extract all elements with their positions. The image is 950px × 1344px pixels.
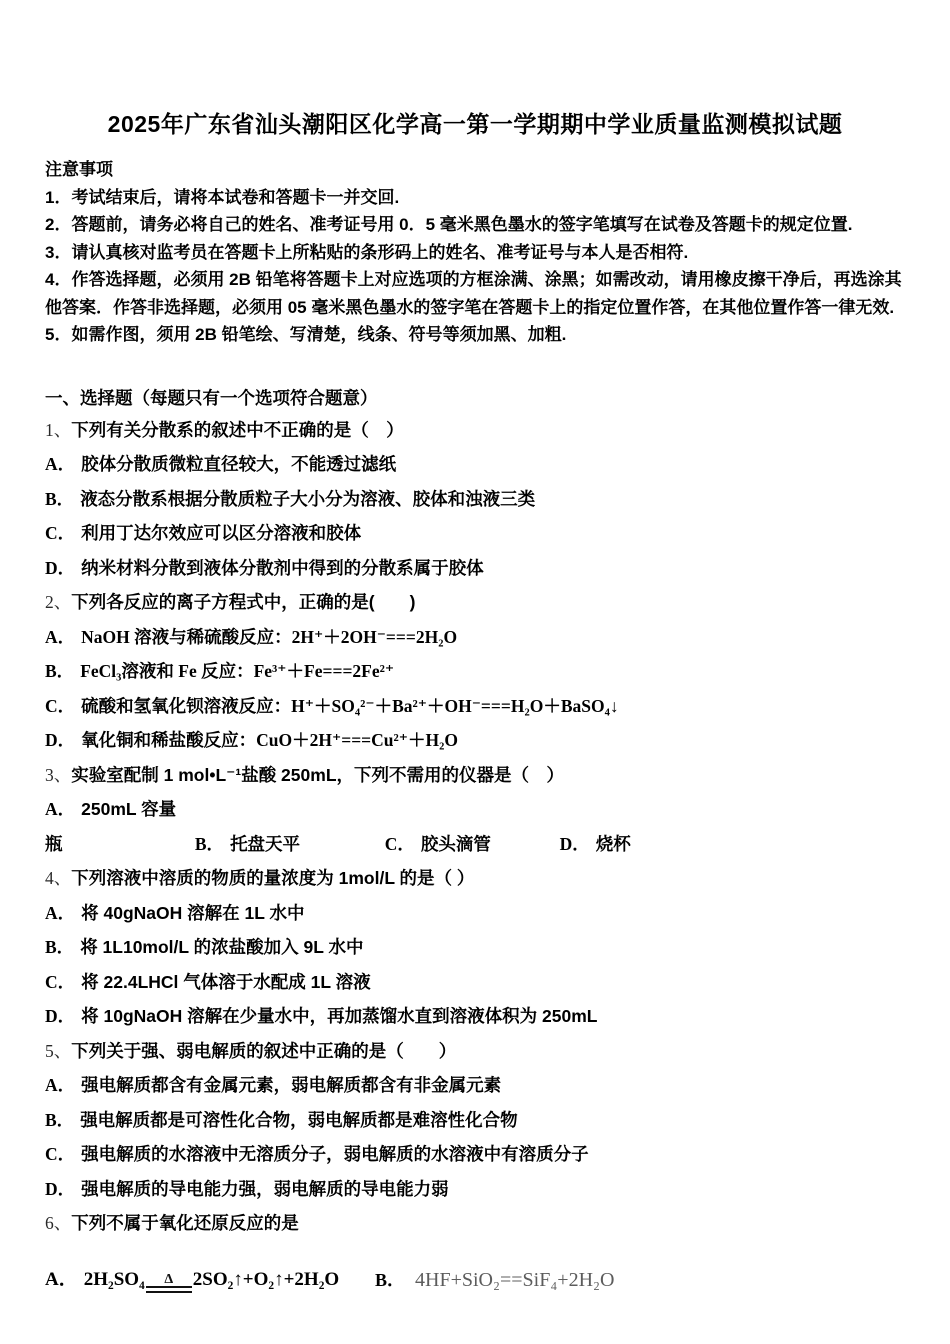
options-row: [45, 1257, 905, 1301]
question-number: 1、: [45, 419, 72, 440]
option-text: 纳米材料分散到液体分散剂中得到的分散系属于胶体: [81, 557, 484, 578]
option-label: B．: [45, 661, 75, 681]
option-b: [45, 482, 905, 517]
option-a: [45, 1264, 375, 1293]
option-text: 胶体分散质微粒直径较大，不能透过滤纸: [81, 454, 397, 474]
option-label: B．: [375, 1269, 406, 1290]
option-b: [45, 1103, 905, 1138]
equation-rhs: 2SO₂↑+O₂↑+2H₂O: [192, 1269, 340, 1290]
option-text: 强电解质的导电能力强，弱电解质的导电能力弱: [81, 1178, 449, 1199]
option-a: [45, 896, 905, 931]
option-a: [45, 792, 190, 861]
option-b: [45, 930, 905, 965]
option-text: 强电解质的水溶液中无溶质分子，弱电解质的水溶液中有溶质分子: [81, 1144, 589, 1164]
option-text: 将 10gNaOH 溶解在少量水中，再加蒸馏水直到溶液体积为 250mL: [81, 1006, 598, 1026]
question-stem: [45, 1206, 905, 1241]
option-text: 250mL 容量瓶: [45, 799, 177, 854]
question-stem: [45, 1034, 905, 1069]
option-label: B．: [194, 833, 225, 854]
reaction-condition: [146, 1273, 192, 1293]
option-label: A．: [45, 626, 76, 647]
question-stem-text: 下列有关分散系的叙述中不正确的是（ ）: [71, 419, 404, 440]
option-text: 胶头滴管: [420, 833, 491, 854]
notice-heading: 注意事项: [45, 160, 113, 179]
question-4: [45, 861, 905, 1034]
option-label: D．: [45, 730, 76, 750]
question-stem-text: 实验室配制 1 mol•L⁻¹盐酸 250mL，下列不需用的仪器是（ ）: [71, 764, 565, 785]
option-b: [375, 1266, 614, 1292]
option-d: [45, 551, 905, 586]
option-text: 强电解质都含有金属元素，弱电解质都含有非金属元素: [81, 1075, 502, 1095]
option-c: [45, 1137, 905, 1172]
option-label: C．: [45, 971, 76, 992]
question-number: 6、: [45, 1213, 72, 1233]
option-label: D．: [45, 557, 76, 578]
section-heading: 一、选择题（每题只有一个选项符合题意）: [45, 387, 378, 408]
option-label: A．: [45, 799, 76, 819]
option-text: 将 22.4LHCl 气体溶于水配成 1L 溶液: [81, 971, 371, 992]
option-label: C．: [45, 1144, 76, 1164]
option-text: 硫酸和氢氧化钡溶液反应：H⁺＋SO₄²⁻＋Ba²⁺＋OH⁻===H₂O＋BaSO₄↓: [81, 695, 619, 716]
question-stem-text: 下列关于强、弱电解质的叙述中正确的是（ ）: [71, 1040, 457, 1061]
notice-item: 3．请认真核对监考员在答题卡上所粘贴的条形码上的姓名、准考证号与本人是否相符.: [45, 242, 689, 262]
question-stem: [45, 758, 905, 793]
option-a: [45, 447, 905, 482]
option-a: [45, 1068, 905, 1103]
question-6: [45, 1206, 905, 1301]
question-1: [45, 413, 905, 586]
question-stem-text: 下列溶液中溶质的物质的量浓度为 1mol/L 的是（ ）: [71, 868, 475, 888]
question-stem-text: 下列各反应的离子方程式中，正确的是( ): [71, 592, 416, 612]
option-text: 液态分散系根据分散质粒子大小分为溶液、胶体和浊液三类: [80, 488, 536, 509]
option-d: [560, 827, 631, 862]
notice-item: 4．作答选择题，必须用 2B 铅笔将答题卡上对应选项的方框涂满、涂黑；如需改动，请用橡皮擦干净后，再选涂其他答案．作答非选择题，必须用 05 毫米黑色墨水的签字笔在答题卡上的指定位置作答，在其他位置作答一律无效.: [45, 270, 902, 317]
option-label: B．: [45, 488, 75, 509]
option-c: [385, 827, 555, 862]
option-text: 烧杯: [595, 833, 631, 854]
option-b: [45, 654, 905, 689]
notice-item: 5．如需作图，须用 2B 铅笔绘、写清楚，线条、符号等须加黑、加粗.: [45, 325, 567, 344]
option-c: [45, 689, 905, 724]
option-label: D．: [559, 833, 590, 854]
option-label: D．: [45, 1178, 76, 1199]
option-label: A．: [45, 1269, 78, 1290]
option-text: 将 1L10mol/L 的浓盐酸加入 9L 水中: [80, 937, 364, 957]
option-label: A．: [45, 1075, 76, 1095]
double-equals-line: [146, 1286, 192, 1293]
option-label: B．: [45, 1109, 75, 1130]
equation-lhs: 2H₂SO₄: [83, 1269, 145, 1290]
option-text: NaOH 溶液与稀硫酸反应：2H⁺＋2OH⁻===2H₂O: [81, 626, 458, 647]
option-text: 托盘天平: [230, 833, 301, 854]
option-c: [45, 965, 905, 1000]
options-row: [45, 792, 905, 861]
option-label: C．: [45, 523, 76, 543]
question-stem: [45, 585, 905, 620]
notice-item: 2．答题前，请务必将自己的姓名、准考证号用 0．5 毫米黑色墨水的签字笔填写在试卷及答题卡的规定位置.: [45, 215, 853, 234]
question-3: [45, 758, 905, 862]
option-label: C．: [384, 833, 415, 854]
option-text: 氧化铜和稀盐酸反应：CuO＋2H⁺===Cu²⁺＋H₂O: [81, 730, 458, 750]
option-c: [45, 516, 905, 551]
question-stem: [45, 413, 905, 448]
page-title: 2025年广东省汕头潮阳区化学高一第一学期期中学业质量监测模拟试题: [107, 111, 843, 137]
option-text: 将 40gNaOH 溶解在 1L 水中: [81, 902, 305, 923]
question-5: [45, 1034, 905, 1207]
question-stem-text: 下列不属于氧化还原反应的是: [71, 1213, 299, 1233]
option-text: 强电解质都是可溶性化合物，弱电解质都是难溶性化合物: [80, 1109, 518, 1130]
option-label: A．: [45, 454, 76, 474]
option-label: C．: [45, 695, 76, 716]
option-a: [45, 620, 905, 655]
option-text: 利用丁达尔效应可以区分溶液和胶体: [81, 523, 362, 543]
notice-item: 1．考试结束后，请将本试卷和答题卡一并交回.: [45, 187, 400, 207]
question-number: 3、: [45, 764, 72, 785]
question-number: 5、: [45, 1040, 72, 1061]
option-label: D．: [45, 1006, 76, 1026]
option-text: FeCl₃溶液和 Fe 反应：Fe³⁺＋Fe===2Fe²⁺: [80, 661, 395, 681]
option-d: [45, 1172, 905, 1207]
option-label: A．: [45, 902, 76, 923]
question-2: [45, 585, 905, 758]
equation-text: 4HF+SiO₂==SiF₄+2H₂O: [415, 1268, 615, 1291]
question-stem: [45, 861, 905, 896]
delta-symbol: Δ: [164, 1272, 174, 1287]
question-number: 2、: [45, 592, 72, 612]
option-b: [195, 827, 380, 862]
question-number: 4、: [45, 868, 72, 888]
option-label: B．: [45, 937, 75, 957]
option-d: [45, 723, 905, 758]
notice-section: [45, 156, 905, 349]
option-d: [45, 999, 905, 1034]
